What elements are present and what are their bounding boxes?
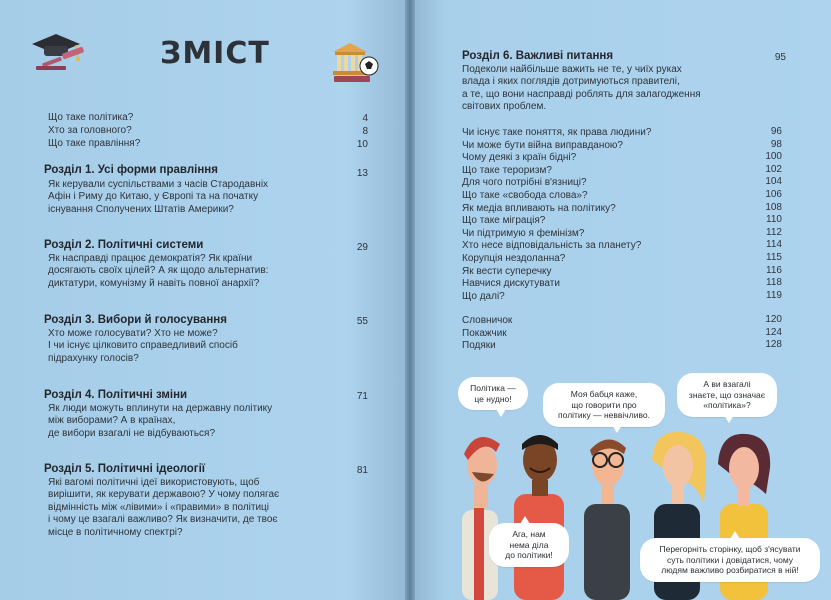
- question-label[interactable]: Корупція нездоланна?: [462, 253, 566, 264]
- question-page: 115: [766, 252, 782, 263]
- question-label[interactable]: Чому деякі з країн бідні?: [462, 152, 577, 164]
- appendix-page: 128: [765, 339, 782, 351]
- page-title: ЗМІСТ: [160, 36, 270, 71]
- question-page: 110: [766, 214, 782, 226]
- section-heading[interactable]: Розділ 4. Політичні зміни: [44, 389, 188, 401]
- section-page: 13: [356, 168, 368, 179]
- speech-bubble-tail: [612, 425, 622, 433]
- appendix-label[interactable]: Словничок: [462, 315, 513, 326]
- question-page: 96: [770, 126, 782, 137]
- section-description: Подеколи найбільше важить не те, у чиїх руках влада і яких поглядів дотримуються правителі, а те, що вони насправді роблять для залагодження світових проблем.: [462, 64, 701, 113]
- toc-intro-label[interactable]: Що таке правління?: [48, 138, 141, 149]
- question-label[interactable]: Хто несе відповідальність за планету?: [462, 240, 642, 252]
- graduation-cap-gavel-icon: [28, 30, 90, 72]
- question-label[interactable]: Як медіа впливають на політику?: [462, 202, 616, 214]
- toc-intro-page: 10: [356, 139, 368, 150]
- section-description: Які вагомі політичні ідеї використовують, щоб вирішити, як керувати державою? У чому полягає відмінність між «лівими» і «правими» в політиці і чому це взагалі важливо? Як визначити, де твоє місце в політичному спектрі?: [48, 477, 280, 538]
- question-page: 116: [766, 264, 782, 276]
- question-label[interactable]: Навчися дискутувати: [462, 278, 560, 290]
- character-glasses: [584, 439, 630, 600]
- question-label[interactable]: Чи підтримую я фемінізм?: [462, 227, 585, 239]
- section-heading[interactable]: Розділ 1. Усі форми правління: [44, 164, 218, 176]
- speech-bubble-tail: [724, 415, 734, 423]
- section-heading[interactable]: Розділ 6. Важливі питання: [462, 50, 614, 62]
- question-page: 102: [765, 163, 782, 175]
- section-description: Як керували суспільствами з часів Стародавніх Афін і Риму до Китаю, у Європі та на початку існування Сполучених Штатів Америки?: [48, 179, 269, 215]
- toc-intro-label[interactable]: Що таке політика?: [48, 112, 134, 123]
- section-heading[interactable]: Розділ 2. Політичні системи: [44, 239, 204, 251]
- appendix-label[interactable]: Подяки: [462, 340, 496, 352]
- speech-bubble: Моя бабця каже, що говорити про політику — неввічливо.: [543, 383, 665, 427]
- appendix-label[interactable]: Покажчик: [462, 327, 507, 339]
- speech-bubble: Перегорніть сторінку, щоб з'ясувати суть політики і довідатися, чому людям важливо розбиратися в ній!: [640, 538, 820, 582]
- section-page: 55: [356, 316, 368, 327]
- section-heading[interactable]: Розділ 3. Вибори й голосування: [44, 314, 227, 326]
- question-page: 108: [765, 201, 782, 213]
- section-page: 81: [356, 465, 368, 476]
- question-label[interactable]: Для чого потрібні в'язниці?: [462, 177, 587, 189]
- question-label[interactable]: Чи існує таке поняття, як права людини?: [462, 127, 652, 138]
- character-redhead: [462, 437, 500, 600]
- question-page: 119: [766, 289, 782, 301]
- temple-globe-icon: [330, 40, 380, 84]
- appendix-page: 120: [765, 314, 782, 325]
- section-page: 95: [774, 52, 786, 63]
- speech-bubble: Ага, нам нема діла до політики!: [489, 523, 569, 567]
- speech-bubble: Політика — це нудно!: [458, 377, 528, 410]
- question-page: 114: [766, 239, 782, 251]
- question-page: 104: [765, 176, 782, 188]
- question-label[interactable]: Що таке тероризм?: [462, 164, 552, 176]
- section-description: Хто може голосувати? Хто не може? І чи існує цілковито справедливий спосіб підрахунку голосів?: [48, 328, 238, 364]
- toc-intro-label[interactable]: Хто за головного?: [48, 125, 132, 136]
- section-heading[interactable]: Розділ 5. Політичні ідеології: [44, 463, 205, 475]
- appendix-page: 124: [765, 326, 782, 338]
- book-spine: [405, 0, 415, 600]
- question-label[interactable]: Що таке «свобода слова»?: [462, 190, 588, 201]
- question-page: 98: [770, 138, 782, 150]
- speech-bubble-tail: [730, 531, 740, 539]
- question-page: 100: [765, 151, 782, 163]
- section-page: 29: [356, 242, 368, 253]
- speech-bubble-tail: [520, 516, 530, 524]
- section-description: Як люди можуть вплинути на державну політику між виборами? А в країнах, де вибори взагалі не відбуваються?: [48, 403, 273, 439]
- question-page: 118: [766, 277, 782, 289]
- speech-bubble: А ви взагалі знаєте, що означає «політика»?: [677, 373, 777, 417]
- speech-bubble-tail: [496, 409, 506, 417]
- toc-intro-page: 4: [362, 113, 368, 124]
- question-label[interactable]: Що таке міграція?: [462, 215, 546, 227]
- question-page: 112: [766, 226, 782, 238]
- question-page: 106: [765, 189, 782, 200]
- question-label[interactable]: Як вести суперечку: [462, 265, 552, 277]
- section-description: Як насправді працює демократія? Як країни досягають своїх цілей? А як щодо альтернатив: диктатури, комунізму й навіть повної анархії?: [48, 253, 269, 289]
- toc-intro-page: 8: [362, 126, 368, 137]
- section-page: 71: [356, 391, 368, 402]
- question-label[interactable]: Чи може бути війна виправданою?: [462, 139, 623, 151]
- question-label[interactable]: Що далі?: [462, 290, 505, 302]
